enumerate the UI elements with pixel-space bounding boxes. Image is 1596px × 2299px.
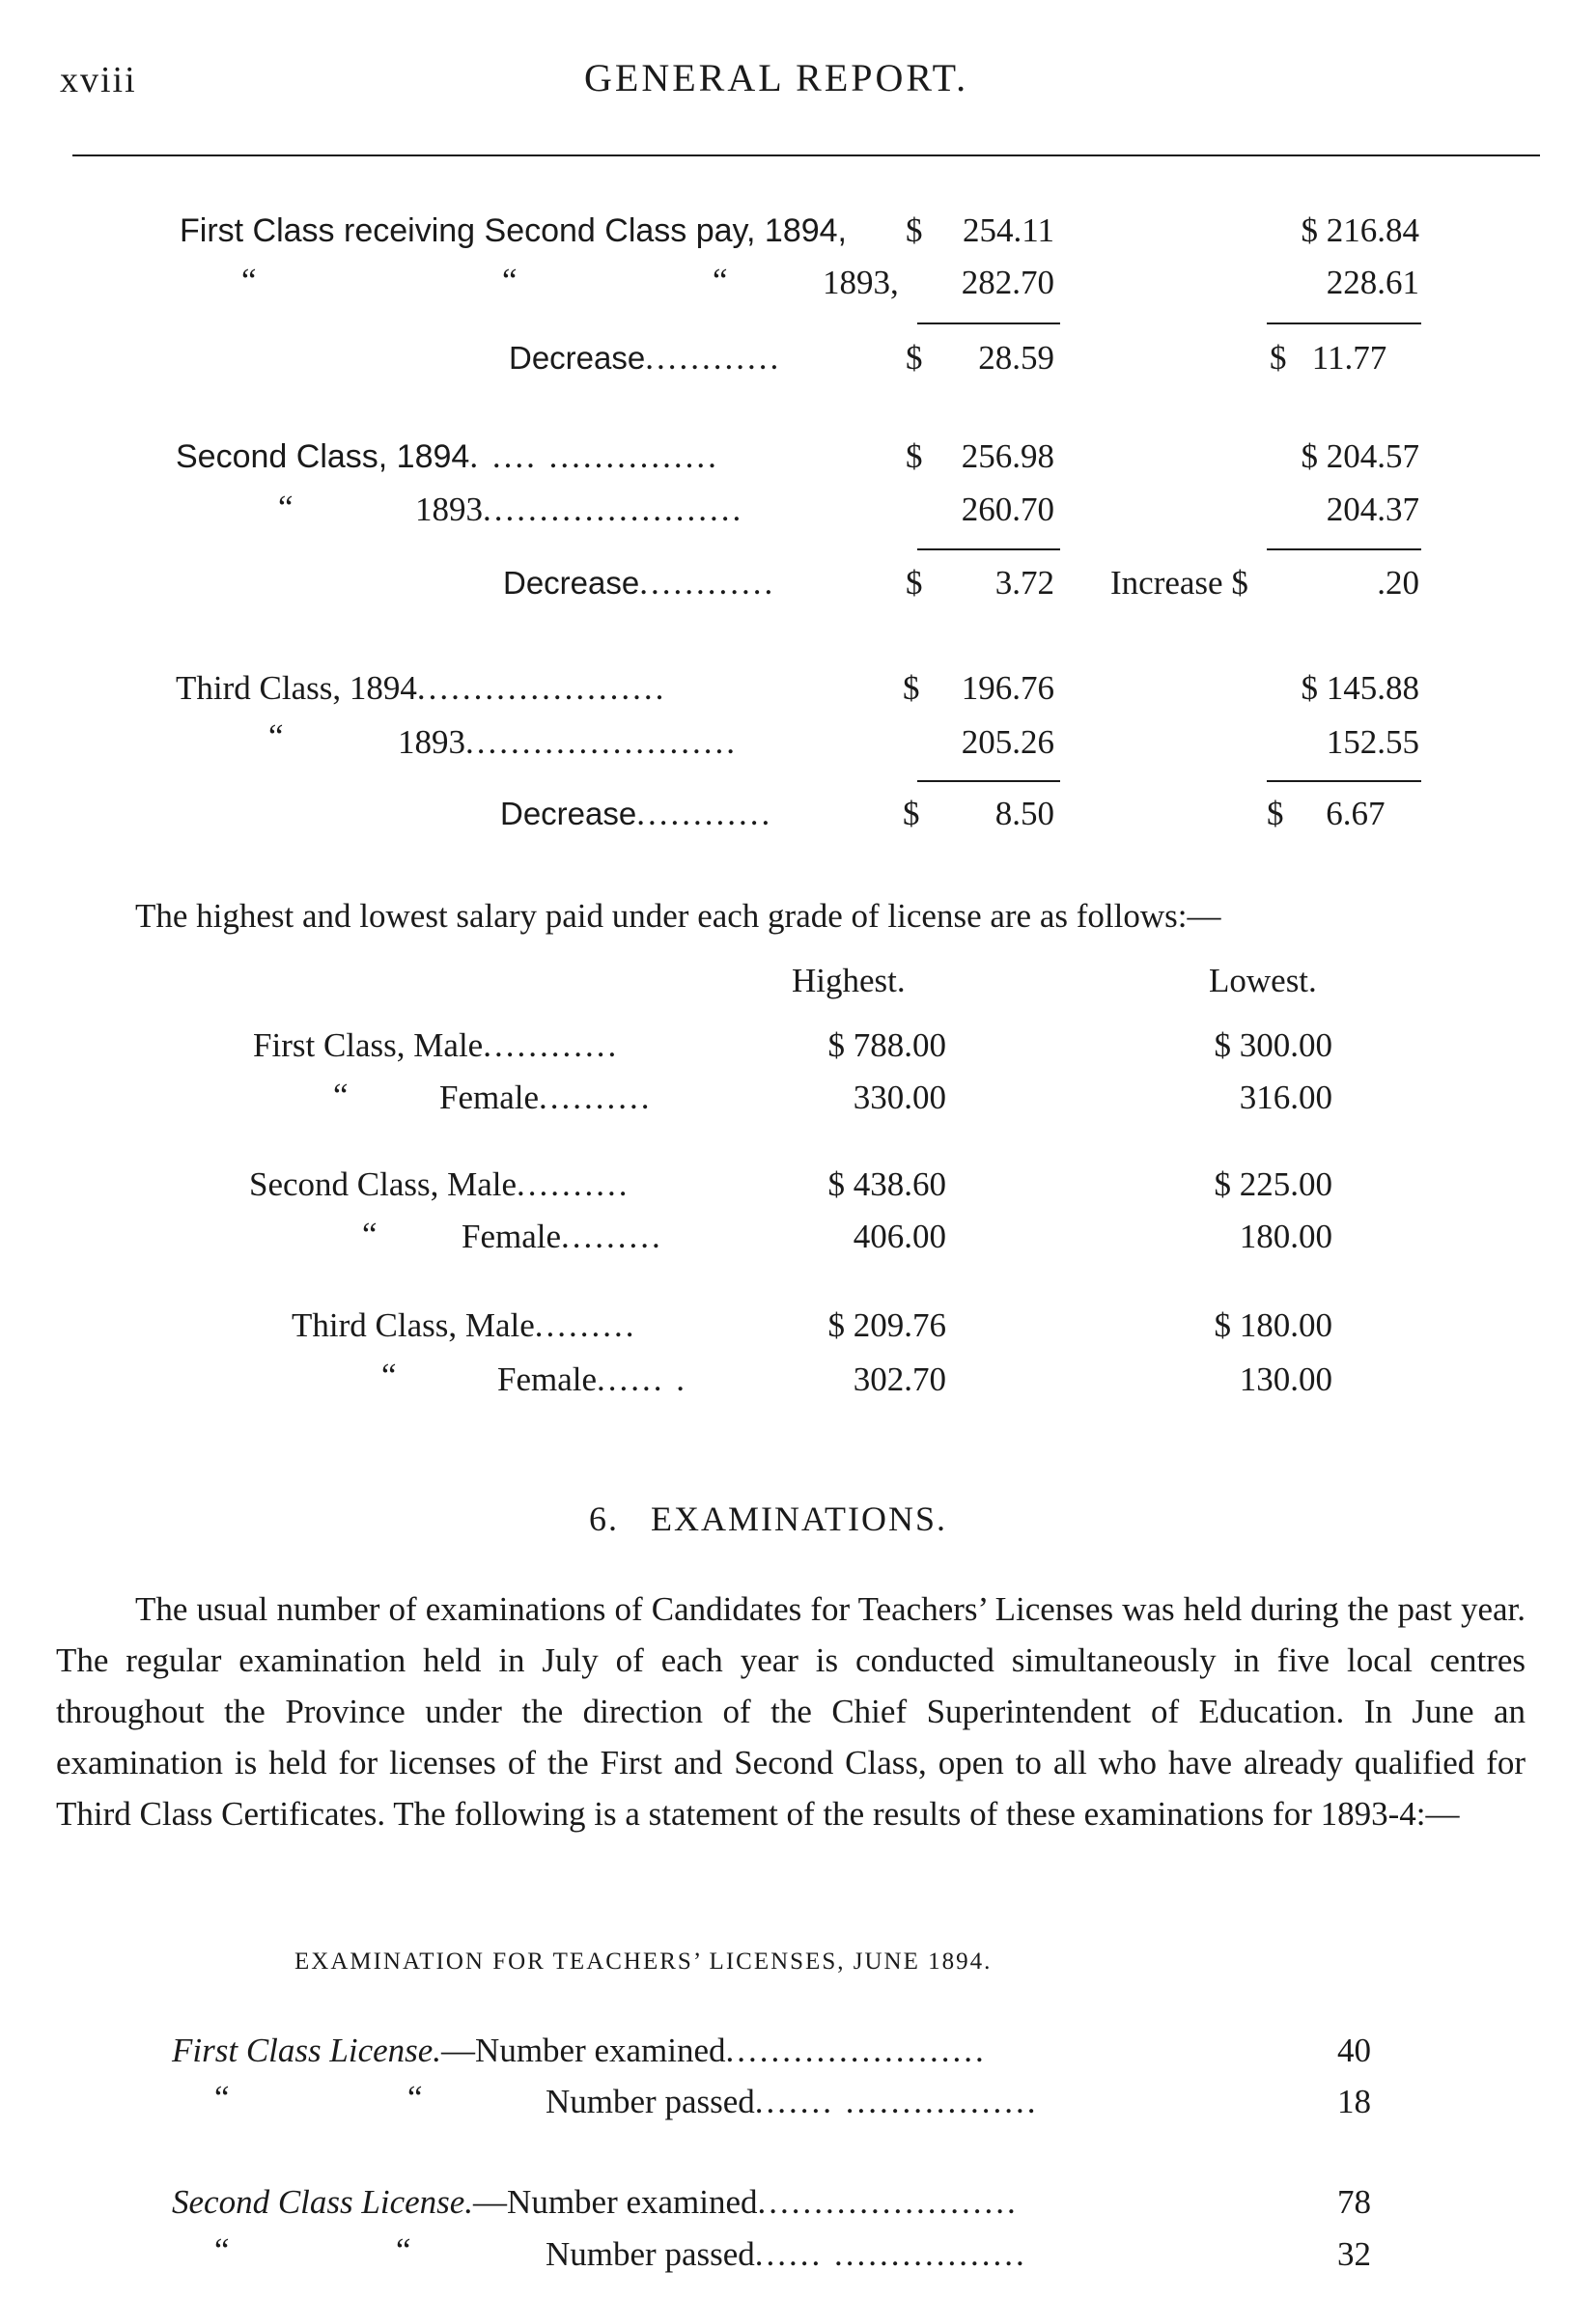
ditto-mark: “ — [713, 262, 728, 299]
second-class-row1-col1: 256.98 — [961, 437, 1054, 475]
range-label: Third Class, Male — [292, 1306, 535, 1344]
second-class-row1-label — [176, 436, 719, 477]
range-row-highest: $ 209.76 — [827, 1306, 946, 1344]
dot-leaders: ....................... — [483, 491, 744, 528]
decrease-label: Decrease — [503, 565, 640, 601]
third-class-decrease-label — [500, 794, 772, 834]
dot-leaders: . .... ............... — [469, 437, 719, 475]
entry-label: Number examined — [475, 2032, 726, 2069]
exam-entry-value: 40 — [1337, 2032, 1371, 2069]
first-class-row1-label: First Class receiving Second Class pay, 1894, — [180, 212, 848, 249]
exam-entry-value: 32 — [1337, 2235, 1371, 2273]
row-label: Third Class, 1894 — [176, 669, 417, 707]
dot-leaders: ......... — [534, 1306, 637, 1344]
range-label: Second Class, Male — [249, 1165, 518, 1203]
ditto-mark: “ — [502, 262, 518, 299]
range-row-lowest: $ 180.00 — [1214, 1306, 1332, 1344]
third-class-row2-label — [398, 722, 738, 763]
exam-entry — [172, 2182, 1019, 2223]
ditto-mark: “ — [333, 1077, 349, 1114]
second-class-row2-col1: 260.70 — [961, 491, 1054, 528]
header-rule — [72, 154, 1540, 156]
first-class-row1-currency: $ — [906, 211, 923, 249]
third-class-row1-col1: 196.76 — [961, 669, 1054, 707]
sum-rule — [1267, 322, 1421, 324]
range-row-highest: 330.00 — [853, 1079, 946, 1116]
dot-leaders: .......... — [517, 1165, 630, 1203]
ditto-mark: “ — [381, 1357, 397, 1394]
second-class-decrease-col1: 3.72 — [994, 564, 1054, 602]
dot-leaders: .......... — [539, 1079, 653, 1116]
entry-label: Number examined — [507, 2183, 758, 2221]
dot-leaders: ......... — [561, 1218, 663, 1255]
third-class-row2-col1: 205.26 — [961, 723, 1054, 761]
range-label: Female — [462, 1218, 562, 1255]
range-row-highest: $ 788.00 — [827, 1026, 946, 1064]
first-class-row1-col1: 254.11 — [963, 211, 1054, 249]
second-class-row1-col2: $ 204.57 — [1301, 437, 1419, 475]
second-class-increase-col2: .20 — [1377, 564, 1419, 602]
ditto-mark: “ — [407, 2079, 423, 2117]
ditto-mark: “ — [396, 2231, 411, 2269]
lowest-column-header: Lowest. — [1209, 962, 1317, 999]
third-class-decrease-currency: $ — [903, 795, 920, 832]
decrease-label: Decrease — [509, 340, 646, 376]
range-row-highest: 302.70 — [853, 1360, 946, 1398]
sum-rule — [917, 322, 1060, 324]
dot-leaders: ........................ — [465, 723, 738, 761]
first-class-row1-col2: $ 216.84 — [1301, 211, 1419, 249]
ditto-mark: “ — [362, 1216, 378, 1253]
exam-entry — [546, 2082, 1039, 2122]
second-class-increase-label: Increase $ — [1110, 564, 1248, 602]
third-class-row1-currency: $ — [903, 669, 920, 707]
row-year: 1893 — [415, 491, 483, 528]
range-row-label — [253, 1025, 619, 1066]
decrease-label: Decrease — [500, 796, 637, 831]
third-class-decrease-col1: 8.50 — [994, 795, 1054, 832]
highest-column-header: Highest. — [792, 962, 906, 999]
first-class-decrease-label — [509, 338, 781, 378]
dot-leaders: ............ — [645, 339, 782, 377]
range-row-lowest: 316.00 — [1239, 1079, 1332, 1116]
ditto-mark: “ — [214, 2079, 230, 2117]
ditto-mark: “ — [241, 262, 257, 299]
range-label: Female — [439, 1079, 540, 1116]
third-class-row1-col2: $ 145.88 — [1301, 669, 1419, 707]
second-class-decrease-currency: $ — [906, 564, 923, 602]
first-class-decrease-col2: $ 11.77 — [1270, 339, 1387, 377]
examinations-paragraph — [56, 1584, 1526, 1839]
third-class-row2-col2: 152.55 — [1326, 723, 1419, 761]
page-title: GENERAL REPORT. — [584, 56, 969, 99]
license-name: Second Class License. — [172, 2183, 474, 2221]
range-row-label — [497, 1360, 687, 1400]
third-class-row1-label — [176, 668, 666, 709]
section-heading: 6. EXAMINATIONS. — [589, 1500, 947, 1538]
license-name: First Class License. — [172, 2032, 442, 2069]
dot-leaders: ....... ................. — [754, 2083, 1039, 2120]
dot-leaders: ............ — [483, 1026, 620, 1064]
ditto-mark: “ — [214, 2231, 230, 2269]
range-row-highest: $ 438.60 — [827, 1165, 946, 1203]
entry-label: Number passed — [546, 2235, 755, 2273]
ditto-mark: “ — [268, 717, 284, 755]
sum-rule — [917, 548, 1060, 550]
paragraph-text: The usual number of examinations of Candidates for Teachers’ Licenses was held during the past year. The regular examination held in July of each year is conducted simultaneously in five local centres throughout the Province under the direction of the Chief Superintendent of Education. In June an examination is held for licenses of the First and Second Class, open to all who have already qualified for Third Class Certificates. The following is a statement of the results of these examinations for 1893-4:— — [56, 1590, 1526, 1833]
entry-label: Number passed — [546, 2083, 755, 2120]
second-class-row2-label — [415, 490, 743, 530]
exam-entry — [546, 2234, 1027, 2275]
range-row-label — [292, 1305, 637, 1346]
third-class-decrease-col2: $ 6.67 — [1267, 795, 1386, 832]
first-class-decrease-col1: 28.59 — [978, 339, 1054, 377]
range-label: First Class, Male — [253, 1026, 484, 1064]
dot-leaders: ............ — [636, 795, 773, 832]
dot-leaders: ............ — [639, 564, 776, 602]
range-row-lowest: $ 300.00 — [1214, 1026, 1332, 1064]
sum-rule — [1267, 780, 1421, 782]
first-class-row2-year: 1893, — [823, 264, 899, 301]
sum-rule — [1267, 548, 1421, 550]
dot-leaders: ....................... — [725, 2032, 987, 2069]
range-row-lowest: 180.00 — [1239, 1218, 1332, 1255]
dash: — — [473, 2183, 508, 2221]
dot-leaders: ....................... — [757, 2183, 1019, 2221]
dot-leaders: ...... . — [597, 1360, 688, 1398]
range-label: Female — [497, 1360, 598, 1398]
dash: — — [441, 2032, 476, 2069]
first-class-row2-col1: 282.70 — [961, 264, 1054, 301]
first-class-row2-col2: 228.61 — [1326, 264, 1419, 301]
examination-table-heading: EXAMINATION FOR TEACHERS’ LICENSES, JUNE 1894. — [294, 1949, 993, 1975]
second-class-row1-currency: $ — [906, 437, 923, 475]
exam-entry-value: 78 — [1337, 2183, 1371, 2221]
range-row-highest: 406.00 — [853, 1218, 946, 1255]
exam-entry — [172, 2031, 987, 2071]
second-class-row2-col2: 204.37 — [1326, 491, 1419, 528]
exam-entry-value: 18 — [1337, 2083, 1371, 2120]
range-row-lowest: 130.00 — [1239, 1360, 1332, 1398]
first-class-decrease-currency: $ — [906, 339, 923, 377]
sum-rule — [917, 780, 1060, 782]
dot-leaders: ...... ................. — [754, 2235, 1027, 2273]
page-number: xviii — [60, 60, 137, 100]
range-row-label — [249, 1164, 630, 1205]
salary-range-intro: The highest and lowest salary paid under each grade of license are as follows:— — [135, 897, 1221, 935]
range-row-label — [462, 1217, 663, 1257]
ditto-mark: “ — [278, 489, 294, 526]
dot-leaders: ...................... — [416, 669, 667, 707]
row-label: Second Class, 1894 — [176, 438, 470, 475]
range-row-lowest: $ 225.00 — [1214, 1165, 1332, 1203]
range-row-label — [439, 1078, 653, 1118]
row-year: 1893 — [398, 723, 465, 761]
second-class-decrease-label — [503, 563, 775, 603]
